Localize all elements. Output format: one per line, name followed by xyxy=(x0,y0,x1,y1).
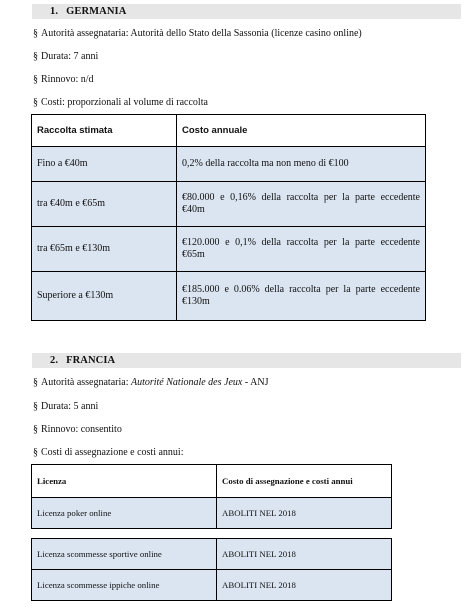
table-row xyxy=(32,498,392,529)
license-table-francia-continued xyxy=(31,538,392,601)
detail-label: Costi di assegnazione e costi annui: xyxy=(41,447,184,458)
section-heading-francia xyxy=(32,353,461,368)
table-cell: ABOLITI NEL 2018 xyxy=(217,539,392,570)
table-header-row xyxy=(32,115,426,147)
detail-value: 7 anni xyxy=(73,51,99,62)
column-header: Raccolta stimata xyxy=(32,115,177,147)
detail-label: Costi: xyxy=(41,97,65,108)
license-table-francia xyxy=(31,464,392,529)
column-header: Costo annuale xyxy=(177,115,426,147)
section-symbol-icon: § xyxy=(33,97,38,108)
detail-duration xyxy=(33,51,98,63)
detail-value-italic: Autorité Nationale des Jeux xyxy=(130,377,243,388)
section-symbol-icon: § xyxy=(33,447,38,458)
detail-renewal xyxy=(33,424,122,436)
section-title: FRANCIA xyxy=(66,355,116,366)
cost-table-germania xyxy=(31,114,426,321)
section-number: 2. xyxy=(50,355,59,366)
detail-label: Rinnovo: xyxy=(41,424,79,435)
table-cell: €185.000 e 0.06% della raccolta per la parte eccedente €130m xyxy=(177,272,426,321)
detail-costs xyxy=(33,447,183,459)
table-cell: €80.000 e 0,16% della raccolta per la parte eccedente €40m xyxy=(177,182,426,227)
detail-label: Durata: xyxy=(41,51,71,62)
table-cell: ABOLITI NEL 2018 xyxy=(217,570,392,601)
table-cell: Licenza scommesse ippiche online xyxy=(32,570,217,601)
detail-label: Autorità assegnataria: xyxy=(41,377,129,388)
column-header: Licenza xyxy=(32,465,217,498)
detail-value: proporzionali al volume di raccolta xyxy=(67,97,208,108)
detail-label: Autorità assegnataria: xyxy=(41,28,129,39)
column-header: Costo di assegnazione e costi annui xyxy=(217,465,392,498)
detail-duration xyxy=(33,401,98,413)
detail-costs xyxy=(33,97,208,109)
detail-value: Autorità dello Stato della Sassonia (licenze casino online) xyxy=(130,28,362,39)
detail-renewal xyxy=(33,74,94,86)
table-cell: 0,2% della raccolta ma non meno di €100 xyxy=(177,147,426,182)
table-row xyxy=(32,570,392,601)
table-row xyxy=(32,182,426,227)
detail-authority xyxy=(33,28,362,40)
table-cell: Licenza scommesse sportive online xyxy=(32,539,217,570)
table-row xyxy=(32,227,426,272)
section-symbol-icon: § xyxy=(33,401,38,412)
detail-value: consentito xyxy=(80,424,122,435)
section-symbol-icon: § xyxy=(33,28,38,39)
table-header-row xyxy=(32,465,392,498)
table-row xyxy=(32,147,426,182)
table-cell: Licenza poker online xyxy=(32,498,217,529)
table-cell: €120.000 e 0,1% della raccolta per la parte eccedente €65m xyxy=(177,227,426,272)
section-symbol-icon: § xyxy=(33,424,38,435)
section-symbol-icon: § xyxy=(33,74,38,85)
section-symbol-icon: § xyxy=(33,377,38,388)
table-cell: tra €65m e €130m xyxy=(32,227,177,272)
section-number: 1. xyxy=(50,6,59,17)
table-cell: tra €40m e €65m xyxy=(32,182,177,227)
table-cell: Superiore a €130m xyxy=(32,272,177,321)
section-title: GERMANIA xyxy=(66,6,127,17)
section-symbol-icon: § xyxy=(33,51,38,62)
detail-value: n/d xyxy=(80,74,94,85)
table-row xyxy=(32,272,426,321)
detail-authority xyxy=(33,377,268,389)
detail-label: Durata: xyxy=(41,401,71,412)
detail-label: Rinnovo: xyxy=(41,74,79,85)
table-row xyxy=(32,539,392,570)
detail-value: 5 anni xyxy=(73,401,99,412)
section-heading-germania xyxy=(32,4,461,19)
table-cell: Fino a €40m xyxy=(32,147,177,182)
detail-value: - ANJ xyxy=(242,377,269,388)
table-cell: ABOLITI NEL 2018 xyxy=(217,498,392,529)
